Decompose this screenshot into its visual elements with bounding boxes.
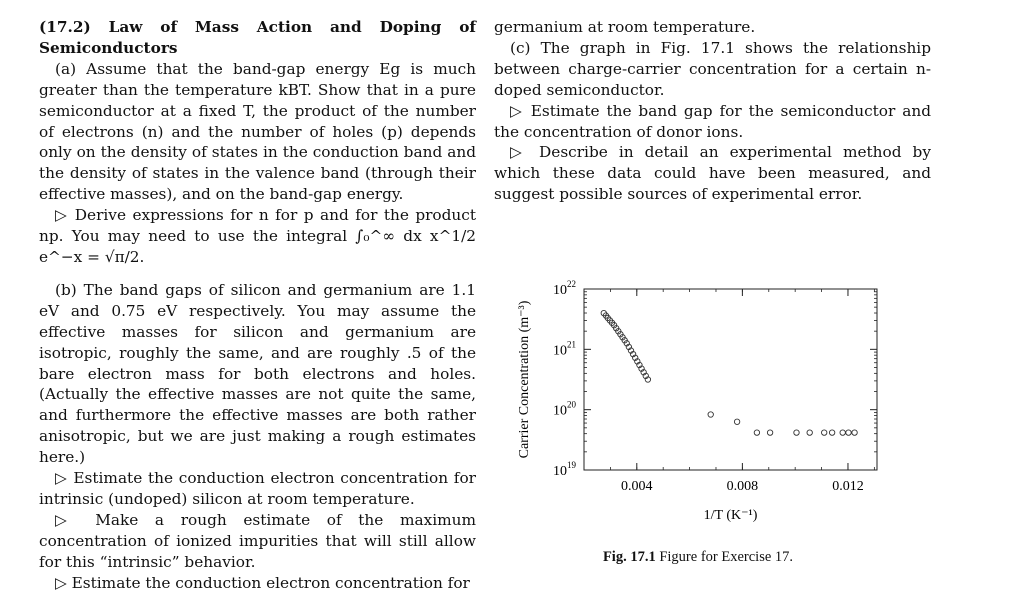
paragraph-c-task-1: ▷ Estimate the band gap for the semiconductor and the concentration of donor ions. (494, 101, 931, 141)
carrier-concentration-chart (508, 272, 888, 542)
plot-frame (584, 289, 877, 470)
caption-label: Fig. 17.1 (602, 549, 656, 565)
data-point (852, 430, 857, 435)
data-point (754, 430, 759, 435)
y-tick-label: $10^{20}$ (553, 399, 576, 419)
data-point (767, 430, 772, 435)
paragraph-a-task: ▷ Derive expressions for n for p and for the product np. You may need to use the integral ∫₀^∞ dx x^1/2 e^−x = √π/2. (39, 206, 476, 266)
paragraph-c-task-2: ▷ Describe in detail an experimental method by which these data could have been measured, and suggest possible sources of experimental error. (494, 143, 931, 204)
data-point (734, 419, 739, 424)
x-tick-label: 0.008 (726, 479, 759, 494)
paragraph-b-task-3-cont: germanium at room temperature. (494, 18, 756, 36)
data-point (807, 430, 812, 435)
figure-17-1 (508, 272, 888, 577)
paragraph-a: (a) Assume that the band-gap energy Eg is much greater than the temperature kBT. Show that in a pure semiconductor at a fixed T, the product of the number of electrons (n) and the number of holes (p) depends only on the density of states in the conduction band and the density of states in the valence band (through their effective masses), and on the band-gap energy. (39, 59, 476, 204)
y-tick-label: $10^{22}$ (553, 279, 576, 298)
paragraph-b-task-1: ▷ Estimate the conduction electron concentration for intrinsic (undoped) silicon at room temperature. (39, 469, 476, 508)
data-point (822, 430, 827, 435)
x-axis-label: 1/T (K⁻¹) (703, 508, 758, 523)
paragraph-b: (b) The band gaps of silicon and germanium are 1.1 eV and 0.75 eV respectively. You may assume the effective masses for silicon and germanium are isotropic, roughly the same, and are roughly .5 of the bare electron mass for both electrons and holes. (Actually the effective masses are not quite the same, and furthermore the effective masses are both rather anisotropic, but we are just making a rough estimates here.) (39, 280, 476, 467)
section-title: (17.2) Law of Mass Action and Doping of Semiconductors (39, 18, 476, 57)
data-point (794, 430, 799, 435)
right-column (494, 17, 931, 205)
paragraph-c: (c) The graph in Fig. 17.1 shows the relationship between charge-carrier concentration for a certain n-doped semiconductor. (494, 38, 931, 99)
data-point (846, 430, 851, 435)
y-tick-label: $10^{21}$ (553, 339, 576, 359)
x-tick-label: 0.012 (832, 479, 864, 494)
paragraph-b-task-3: ▷ Estimate the conduction electron concentration for (55, 573, 470, 592)
data-point (829, 430, 834, 435)
data-point (708, 412, 713, 417)
left-column (39, 17, 476, 593)
paragraph-b-task-2: ▷ Make a rough estimate of the maximum concentration of ionized impurities that will still allow for this “intrinsic” behavior. (39, 510, 476, 571)
y-axis-label: Carrier Concentration (m⁻³) (517, 300, 532, 459)
figure-caption (508, 549, 888, 566)
y-tick-label: $10^{19}$ (553, 460, 576, 479)
data-point (840, 430, 845, 435)
x-tick-label: 0.004 (621, 479, 653, 494)
caption-text: Figure for Exercise 17. (659, 549, 794, 565)
